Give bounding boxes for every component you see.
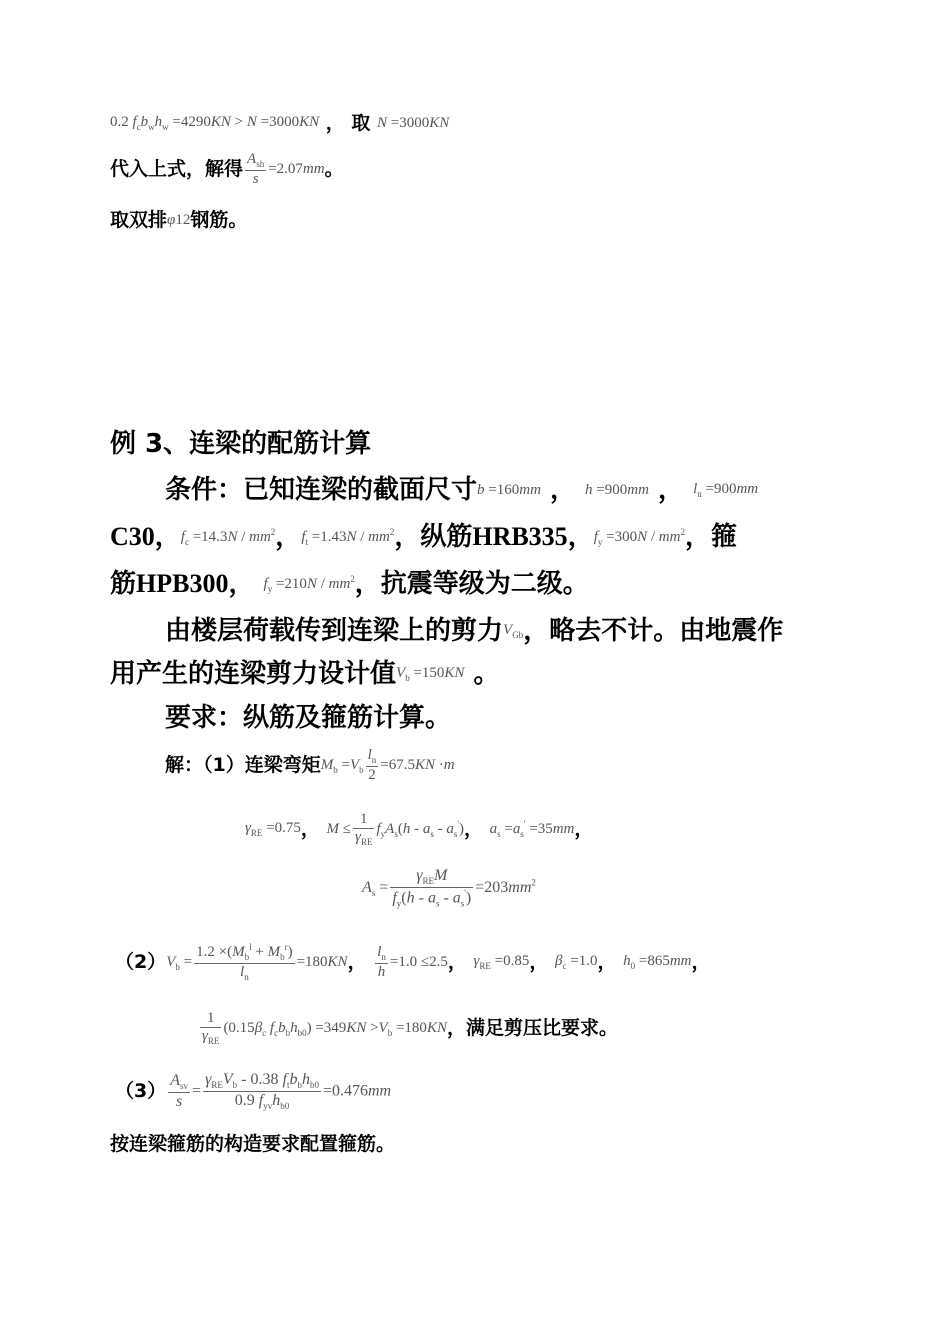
shear-text-a: 由楼层荷载传到连梁上的剪力 bbox=[165, 616, 504, 646]
requirement-line: 要求：纵筋及箍筋计算。 bbox=[165, 703, 452, 733]
formula-span-ratio: $\frac{l_n}{h}$ =1.0 ≤2.5 bbox=[377, 944, 448, 980]
conditions-line-2 bbox=[110, 524, 737, 550]
formula-as-result: $A_s$ = $\frac{\gamma_{RE}M}{f_y(h - a_s - a_s')}$ $=203mm^2$ bbox=[362, 867, 536, 909]
formula-h: h =900mm bbox=[585, 482, 649, 498]
formula-n-value: N =3000KN bbox=[377, 115, 450, 131]
long-bar-grade: HRB335 bbox=[472, 522, 568, 551]
check-text: ，满足剪压比要求。 bbox=[446, 1017, 618, 1039]
comma-2: ， bbox=[658, 475, 685, 505]
formula-ln: $l_n =900mm$ bbox=[693, 481, 759, 499]
comma-4: ， bbox=[275, 522, 302, 552]
shear-line-1 bbox=[165, 618, 783, 644]
comma-3: ， bbox=[154, 522, 181, 552]
double-row-text: 取双排 bbox=[110, 209, 168, 231]
formula-gamma-re: $\gamma_{RE} =0.75$ bbox=[245, 820, 301, 838]
end-period: 。 bbox=[324, 158, 344, 180]
formula-fc: $f_c =14.3N / mm^2$ bbox=[180, 527, 276, 547]
comma-13: ， bbox=[597, 951, 617, 973]
formula-ash-over-s: $\frac{A_{sh}}{s}$ =2.07mm bbox=[247, 151, 325, 187]
as-result-line bbox=[362, 868, 536, 909]
formula-shear-check: $\frac{1}{\gamma_{RE}}$ ($0.15\beta_c$ $f_cb_bh_{b0}) =349KN >V_b =180KN$ bbox=[202, 1010, 447, 1046]
comma-8: ， bbox=[463, 818, 483, 840]
comma-14: ， bbox=[691, 951, 711, 973]
formula-as-cover: $a_s =a_s' =35mm$ bbox=[489, 819, 575, 839]
step1-label: 解：（1）连梁弯矩 bbox=[165, 754, 321, 776]
take-label: 取 bbox=[351, 112, 371, 134]
formula-fyv: $f_y =210N / mm^2$ bbox=[263, 574, 355, 594]
formula-line-2 bbox=[110, 152, 344, 187]
shear-text-c: 用产生的连梁剪力设计值 bbox=[110, 659, 397, 689]
formula-line-3 bbox=[110, 211, 247, 230]
rebar-text: 钢筋。 bbox=[190, 209, 248, 231]
substitute-text: 代入上式，解得 bbox=[110, 158, 244, 180]
comma-6: ， bbox=[228, 569, 255, 599]
stirrup-label-b: 筋 bbox=[110, 569, 137, 599]
formula-shear-limit: 0.2 $f_cb_wh_w =4290KN > N =3000KN$ bbox=[110, 114, 320, 132]
formula-ft: $f_t =1.43N / mm^2$ bbox=[301, 527, 395, 547]
comma-7: ， bbox=[300, 818, 320, 840]
formula-beta-c: $\beta_c =1.0$ bbox=[555, 953, 598, 971]
example-heading: 例 3、连梁的配筋计算 bbox=[110, 429, 372, 459]
gamma-line bbox=[245, 812, 593, 847]
solution-step-3 bbox=[115, 1072, 391, 1111]
formula-vgb: $V_{Gb}$ bbox=[503, 622, 524, 640]
conditions-label: 条件：已知连梁的截面尺寸 bbox=[165, 475, 478, 505]
conditions-line-1 bbox=[165, 477, 758, 503]
formula-line-1 bbox=[110, 114, 449, 133]
comma-1: ， bbox=[549, 475, 576, 505]
step2-label: （2） bbox=[115, 951, 167, 973]
solution-step-1 bbox=[165, 748, 455, 783]
formula-asv-over-s: $\frac{A_{sv}}{s}$ = $\frac{\gamma_{RE}V_b - 0.38 f_tb_bh_{b0}}{0.9 f_{yv}h_{b0}}$ =0.476mm bbox=[170, 1071, 392, 1112]
shear-ratio-check-line bbox=[198, 1011, 618, 1046]
formula-vb-design: $V_b$ = $\frac{1.2 \times(M_b^l + M_b^r)}{l_n}$ =180KN bbox=[166, 942, 348, 982]
separator-comma: ， bbox=[325, 112, 345, 134]
formula-b: b =160mm bbox=[477, 482, 541, 498]
shear-text-b: ，略去不计。由地震作 bbox=[523, 616, 784, 646]
comma-10: ， bbox=[347, 951, 367, 973]
comma-9: ， bbox=[574, 818, 594, 840]
stirrup-grade: HPB300 bbox=[136, 569, 229, 598]
formula-vb: $V_b =150KN$ bbox=[396, 665, 465, 683]
solution-step-2 bbox=[115, 943, 711, 982]
shear-line-2 bbox=[110, 661, 500, 687]
final-line: 按连梁箍筋的构造要求配置箍筋。 bbox=[110, 1133, 396, 1155]
formula-h0: $h_0 =865mm$ bbox=[623, 953, 692, 971]
formula-gamma-re-2: $\gamma_{RE} =0.85$ bbox=[473, 953, 530, 971]
comma-12: ， bbox=[529, 951, 549, 973]
shear-period: 。 bbox=[473, 659, 500, 689]
concrete-grade: C30 bbox=[110, 522, 155, 551]
comma-11: ， bbox=[447, 951, 467, 973]
conditions-line-3 bbox=[110, 571, 589, 597]
step3-label: （3） bbox=[115, 1080, 167, 1103]
stirrup-label-a: ，箍 bbox=[684, 522, 737, 552]
long-bar-label: ，纵筋 bbox=[394, 522, 473, 552]
formula-moment-ineq: M ≤ $\frac{1}{\gamma_{RE}}$ $f_yA_s(h - a_s - a_s')$ bbox=[326, 811, 464, 847]
seismic-grade-text: ，抗震等级为二级。 bbox=[354, 569, 589, 599]
comma-5: ， bbox=[567, 522, 594, 552]
formula-fy: $f_y =300N / mm^2$ bbox=[593, 527, 685, 547]
formula-mb: $M_b =V_b$ $\frac{l_n}{2}$ =67.5KN ·m bbox=[320, 747, 455, 783]
bar-diameter: φ12 bbox=[167, 212, 191, 228]
